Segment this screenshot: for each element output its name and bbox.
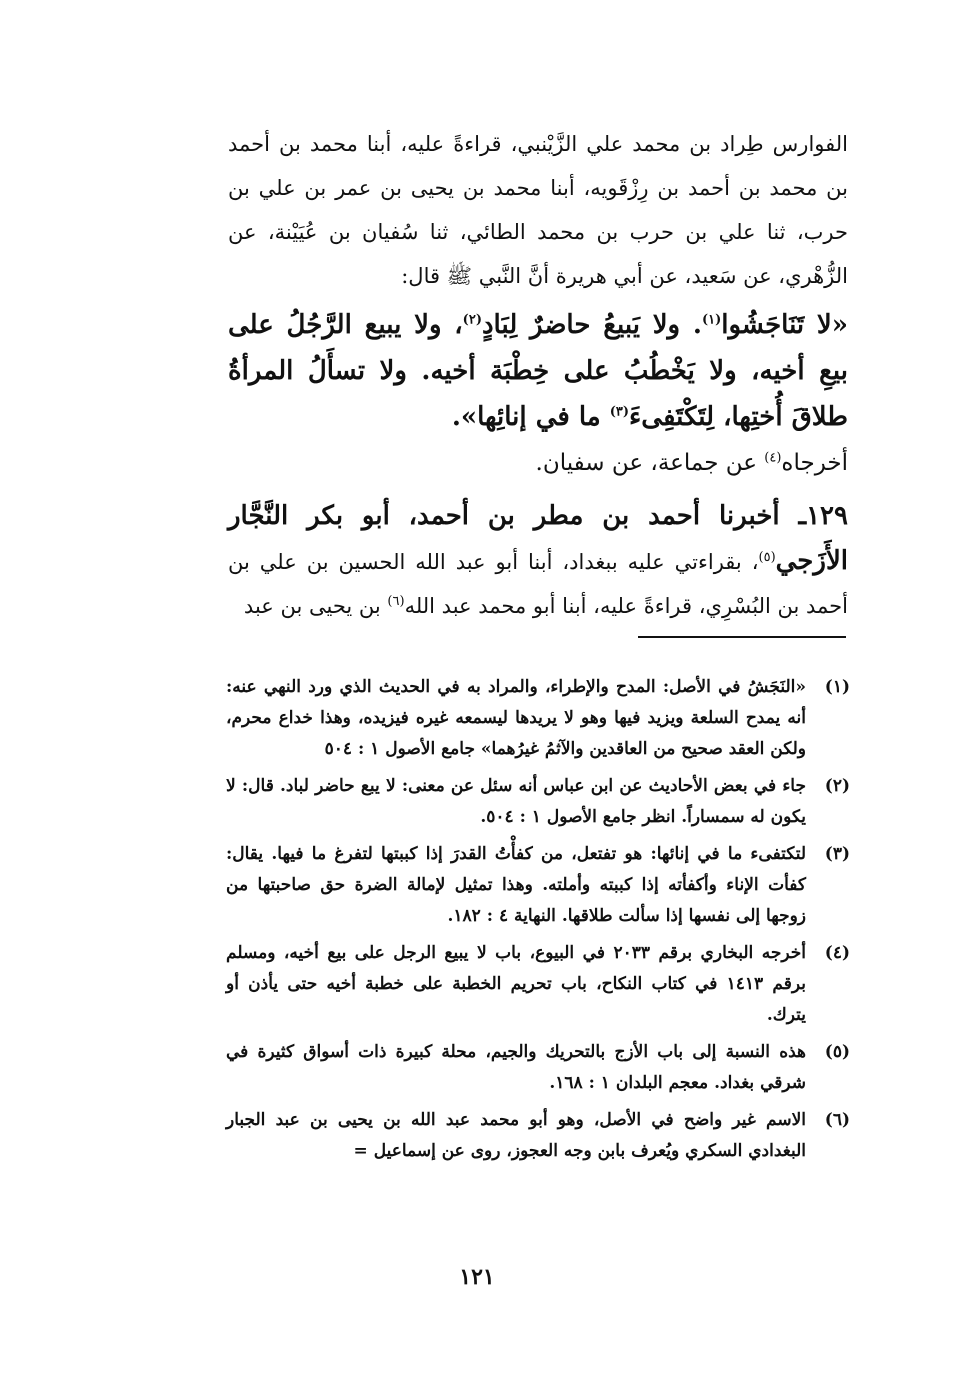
footnote xyxy=(226,1037,850,1099)
hadith-text xyxy=(228,302,848,440)
footnote-separator xyxy=(638,636,846,638)
footnote-ref-4[interactable]: (٤) xyxy=(764,450,782,466)
takhrij-part-1: أخرجاه xyxy=(781,450,848,476)
footnote-number: (١) xyxy=(824,677,850,697)
footnote xyxy=(226,1105,850,1167)
footnote xyxy=(226,771,850,833)
hadith-part-4: ما في إنائِها». xyxy=(451,402,610,432)
entry-text-1: ، بقراءتي عليه ببغداد، أبنا أبو عبد الله الحسين بن علي بن أحمد بن البُسْرِي، قراءةً عليه، أبنا أبو محمد عبد الله xyxy=(228,550,848,618)
hadith-part-1: «لا تَنَاجَشُوا xyxy=(721,310,849,340)
footnote-text: «النَجَشُ في الأصل: المدح والإطراء، والمراد به في الحديث الذي ورد النهي عنه: أنه يمدح السلعة ويزيد فيها وهو لا يريدها ليسمعه غيره فيزيده، وهذا خداع محرم، ولكن العقد صحيح من العاقدين والآثمُ غيرُهما» جامع الأصول ١ : ٥٠٤ xyxy=(226,677,806,759)
footnote xyxy=(226,839,850,932)
footnote-text: الاسم غير واضح في الأصل، وهو أبو محمد عبد الله بن يحيى بن عبد الجبار البغدادي السكري ويُعرف بابن وجه العجوز، روى عن إسماعيل = xyxy=(226,1110,806,1161)
footnote-text: جاء في بعض الأحاديث عن ابن عباس أنه سئل عن معنى: لا يبع حاضر لباد. قال: لا يكون له سمساراً. انظر جامع الأصول ١ : ٥٠٤. xyxy=(226,776,806,827)
footnote-ref-1[interactable]: (١) xyxy=(701,312,722,328)
main-text xyxy=(228,122,848,628)
footnote-number: (٤) xyxy=(824,943,850,963)
footnote-number: (٢) xyxy=(824,776,850,796)
entry-heading: ١٢٩ـ أخبرنا أحمد بن مطر بن أحمد، أبو بكر النَّجَّار الأَزَجي xyxy=(228,501,848,576)
footnote-ref-5[interactable]: (٥) xyxy=(758,550,776,565)
footnote-ref-2[interactable]: (٢) xyxy=(462,312,482,328)
footnote-ref-6[interactable]: (٦) xyxy=(387,594,405,609)
entry-text-2: بن يحيى بن عبد xyxy=(243,594,388,618)
footnote-ref-3[interactable]: (٣) xyxy=(609,404,630,420)
footnote xyxy=(226,938,850,1031)
footnote xyxy=(226,672,850,765)
footnote-number: (٥) xyxy=(824,1042,850,1062)
footnote-number: (٦) xyxy=(824,1110,850,1130)
footnotes-list xyxy=(226,672,850,1173)
takhrij-line xyxy=(228,440,848,486)
page-number: ١٢١ xyxy=(459,1264,495,1290)
isnad-paragraph: الفوارس طِراد بن محمد علي الزَّيْنبي، قراءةً عليه، أبنا محمد بن أحمد بن محمد بن أحمد بن رِزْقَويه، أبنا محمد بن يحيى بن عمر بن علي بن حرب، ثنا علي بن حرب بن محمد الطائي، ثنا سُفيان بن عُيَيْنة، عن الزُّهْري، عن سَعيد، عن أبي هريرة أنَّ النَّبي ﷺ قال: xyxy=(228,132,848,288)
entry-129 xyxy=(228,494,848,628)
hadith-part-2: . ولا يَبيعُ حاضرٌ لِبَادٍ xyxy=(481,310,702,340)
footnote-text: أخرجه البخاري برقم ٢٠٣٣ في البيوع، باب لا يبيع الرجل على بيع أخيه، ومسلم برقم ١٤١٣ في كتاب النكاح، باب تحريم الخطبة على خطبة أخيه حتى يأذن أو يترك. xyxy=(226,943,806,1025)
footnote-number: (٣) xyxy=(824,844,850,864)
takhrij-part-2: عن جماعة، عن سفيان. xyxy=(535,450,765,476)
footnote-text: هذه النسبة إلى باب الأزج بالتحريك والجيم، محلة كبيرة ذات أسواق كثيرة في شرقي بغداد. معجم البلدان ١ : ١٦٨. xyxy=(226,1042,806,1093)
footnote-text: لتكتفىء ما في إنائها: هو تفتعل، من كفأْتُ القدرَ إذا كببتها لتفرغ ما فيها. يقال: كفأت الإناء وأكفأته إذا كببته وأملته. وهذا تمثيل لإمالة الضرة حق صاحبتها من زوجها إلى نفسها إذا سألت طلاقها. النهاية ٤ : ١٨٢. xyxy=(226,844,806,926)
hadith-part-3: ، ولا يبيع الرَّجُلُ على بيعِ أخيه، ولا يَخْطُبُ على خِطْبَة أخيه. ولا تسأَلُ المرأةُ طلاقَ أُختِها، لِتَكْتَفِىءَ xyxy=(228,310,848,432)
